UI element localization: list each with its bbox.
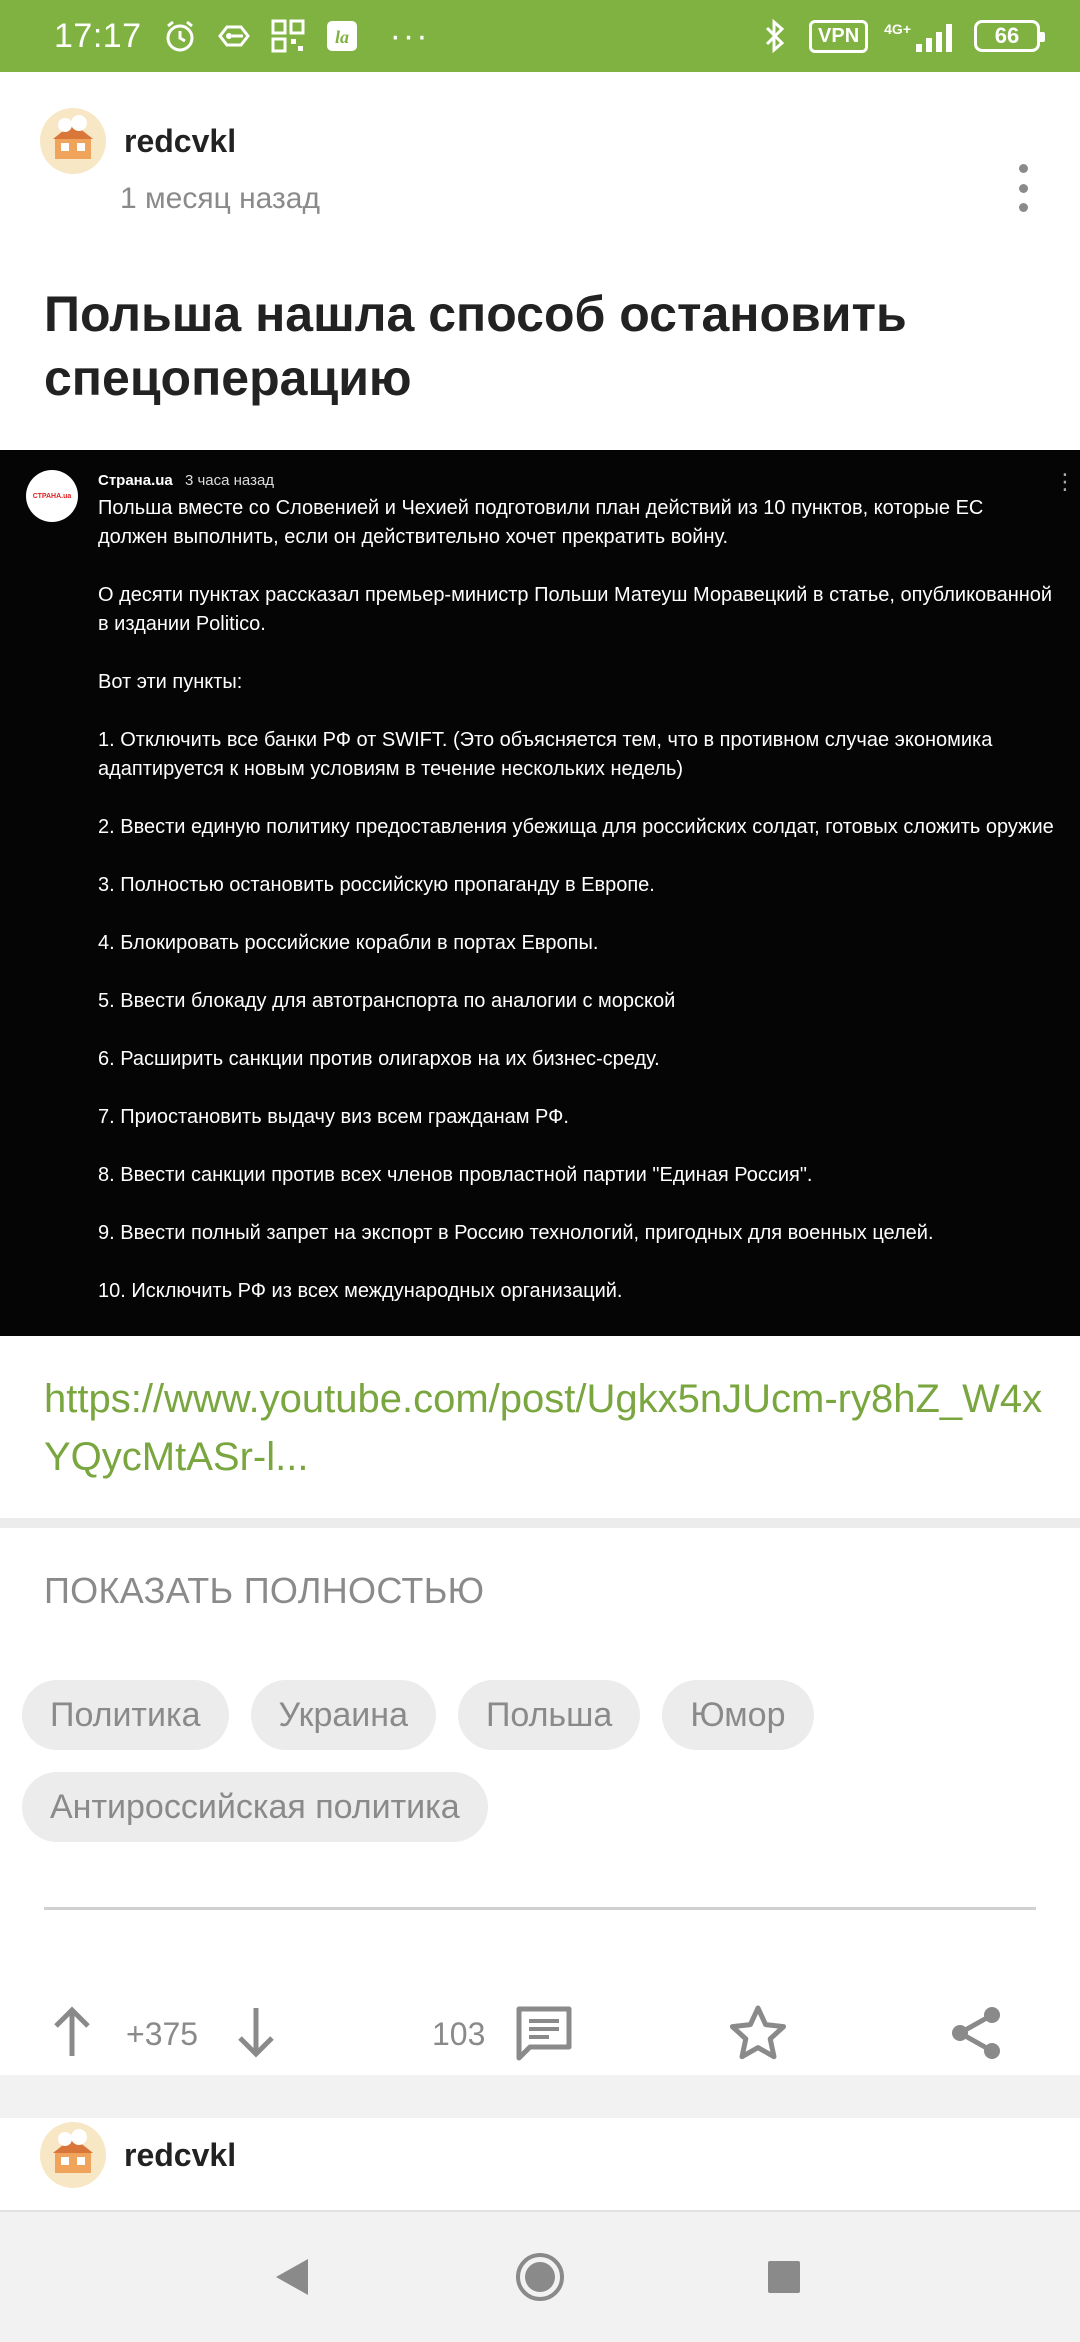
image-source-time: 3 часа назад bbox=[184, 472, 275, 489]
qr-icon bbox=[270, 18, 306, 54]
image-paragraph: 8. Ввести санкции против всех членов провластной партии "Единая Россия". bbox=[98, 1164, 813, 1186]
actions-divider bbox=[44, 1907, 1036, 1910]
post-title[interactable]: Польша нашла способ остановить спецоперацию bbox=[44, 286, 907, 406]
app-la-icon bbox=[324, 18, 360, 54]
avatar-icon bbox=[43, 2125, 103, 2185]
status-system-icons bbox=[757, 18, 1040, 54]
image-more-icon: ⋮ bbox=[1054, 469, 1076, 494]
tag-chip[interactable]: Юмор bbox=[662, 1680, 813, 1750]
avatar[interactable] bbox=[40, 108, 106, 174]
post-link[interactable]: https://www.youtube.com/post/Ugkx5nJUcm-ry8hZ_W4xYQycMtASr-l... bbox=[44, 1377, 1043, 1479]
image-source-name: Страна.ua bbox=[98, 472, 173, 489]
svg-text:la: la bbox=[334, 27, 349, 47]
more-notifications-icon: ··· bbox=[389, 16, 430, 55]
image-paragraph: О десяти пунктах рассказал премьер-министр Польши Матеуш Моравецкий в статье, опубликованной в издании Politico. bbox=[98, 584, 1053, 635]
comment-icon bbox=[514, 2004, 574, 2062]
share-icon bbox=[948, 2004, 1004, 2062]
image-text bbox=[98, 494, 1058, 1335]
star-icon bbox=[728, 2004, 788, 2062]
alarm-icon bbox=[162, 18, 198, 54]
tag-chip[interactable]: Антироссийская политика bbox=[22, 1772, 488, 1842]
dot bbox=[1019, 184, 1028, 193]
image-paragraph: 3. Полностью остановить российскую пропаганду в Европе. bbox=[98, 874, 655, 896]
signal-icon bbox=[914, 20, 958, 52]
post-actions bbox=[0, 1992, 1080, 2072]
image-paragraph: Вот эти пункты: bbox=[98, 671, 243, 693]
image-paragraph: 2. Ввести единую политику предоставления убежища для российских солдат, готовых сложить оружие bbox=[98, 816, 1054, 838]
back-triangle-icon bbox=[274, 2257, 310, 2297]
tag-chip[interactable]: Украина bbox=[251, 1680, 436, 1750]
image-paragraph: 6. Расширить санкции против олигархов на их бизнес-среду. bbox=[98, 1048, 660, 1070]
dot bbox=[1019, 203, 1028, 212]
nav-home-button[interactable] bbox=[470, 2212, 610, 2342]
nav-back-button[interactable] bbox=[222, 2212, 362, 2342]
share-button[interactable] bbox=[948, 2004, 1004, 2062]
battery-indicator: 66 bbox=[974, 20, 1040, 52]
dot bbox=[1019, 164, 1028, 173]
author-name[interactable]: redcvkl bbox=[124, 122, 237, 159]
image-paragraph: Польша вместе со Словенией и Чехией подготовили план действий из 10 пунктов, которые ЕС должен выполнить, если он действительно хочет прекратить войну. bbox=[98, 497, 984, 548]
avatar-icon bbox=[43, 111, 103, 171]
author-name[interactable]: redcvkl bbox=[124, 2136, 237, 2173]
downvote-button[interactable] bbox=[234, 2006, 278, 2058]
image-paragraph: 10. Исключить РФ из всех международных организаций. bbox=[98, 1280, 623, 1302]
network-type: 4G+ bbox=[884, 21, 911, 37]
next-post-card bbox=[0, 2118, 1080, 2210]
avatar[interactable] bbox=[40, 2122, 106, 2188]
vpn-badge: VPN bbox=[809, 20, 868, 53]
image-paragraph: 1. Отключить все банки РФ от SWIFT. (Это объясняется тем, что в противном случае экономика адаптируется к новым условиям в течение нескольких недель) bbox=[98, 729, 993, 780]
image-source-header bbox=[98, 466, 274, 495]
section-divider bbox=[0, 1518, 1080, 1528]
system-nav-bar bbox=[0, 2210, 1080, 2340]
more-options-button[interactable] bbox=[1006, 158, 1040, 218]
show-full-button[interactable]: ПОКАЗАТЬ ПОЛНОСТЬЮ bbox=[44, 1570, 485, 1611]
image-paragraph: 7. Приостановить выдачу виз всем гражданам РФ. bbox=[98, 1106, 569, 1128]
tag-chip[interactable]: Политика bbox=[22, 1680, 229, 1750]
bluetooth-icon bbox=[757, 18, 793, 54]
next-post-author[interactable] bbox=[40, 2122, 236, 2188]
home-circle-icon bbox=[514, 2251, 566, 2303]
status-notification-icons bbox=[162, 17, 430, 56]
post-author[interactable] bbox=[40, 108, 236, 174]
save-button[interactable] bbox=[728, 2004, 788, 2062]
nav-recents-button[interactable] bbox=[714, 2212, 854, 2342]
arrow-down-icon bbox=[234, 2006, 278, 2058]
comments-button[interactable] bbox=[514, 2004, 574, 2062]
status-time: 17:17 bbox=[54, 16, 142, 55]
tags-list bbox=[22, 1680, 1062, 1842]
tag-chip[interactable]: Польша bbox=[458, 1680, 640, 1750]
rating-value: +375 bbox=[126, 2016, 199, 2052]
image-source-avatar-text: СТРАНА.ua bbox=[32, 492, 72, 500]
image-paragraph: 4. Блокировать российские корабли в портах Европы. bbox=[98, 932, 599, 954]
image-paragraph: 5. Ввести блокаду для автотранспорта по аналогии с морской bbox=[98, 990, 676, 1012]
recents-square-icon bbox=[766, 2259, 802, 2295]
post-time: 1 месяц назад bbox=[120, 182, 320, 215]
signal-group bbox=[884, 20, 958, 52]
image-source-avatar bbox=[26, 470, 78, 522]
post-image[interactable] bbox=[0, 450, 1080, 1336]
image-paragraph: 9. Ввести полный запрет на экспорт в Россию технологий, пригодных для военных целей. bbox=[98, 1222, 934, 1244]
arrow-up-icon bbox=[50, 2006, 94, 2058]
upvote-button[interactable] bbox=[50, 2006, 94, 2058]
key-icon bbox=[216, 18, 252, 54]
post-card bbox=[0, 72, 1080, 2075]
status-bar bbox=[0, 0, 1080, 72]
comments-count[interactable]: 103 bbox=[432, 2016, 486, 2052]
